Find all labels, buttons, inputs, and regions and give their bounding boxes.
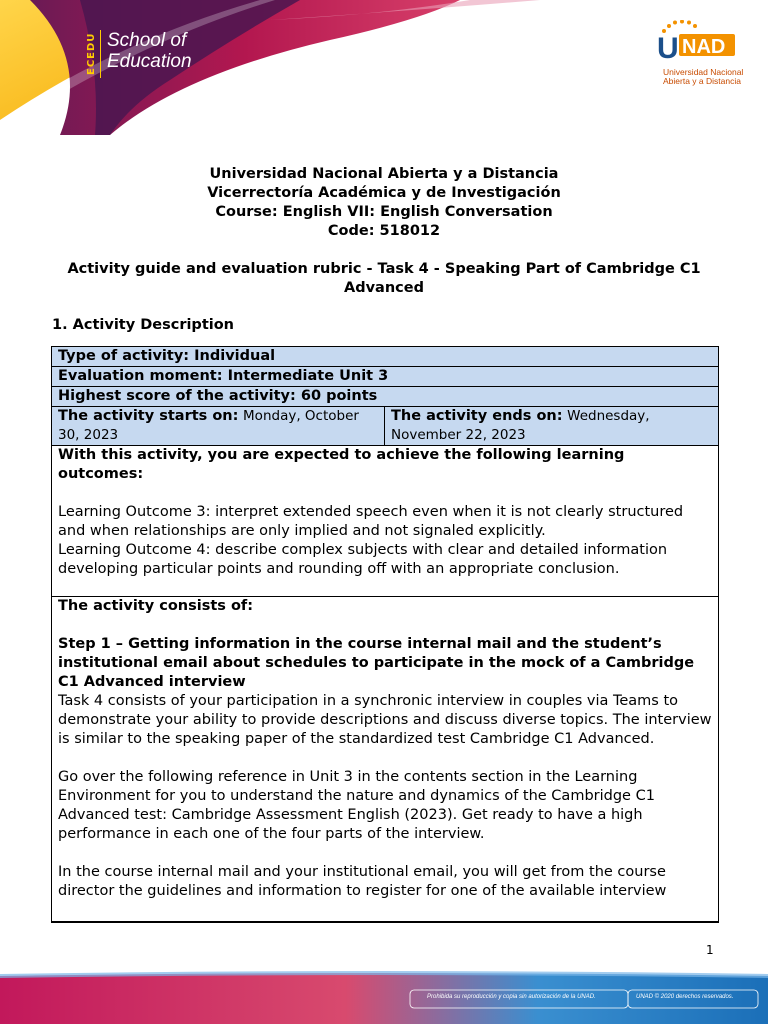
title-university: Universidad Nacional Abierta y a Distancia — [209, 166, 559, 182]
activity-description-table — [51, 346, 719, 923]
page-number: 1 — [706, 943, 714, 957]
footer-reproduction-note: Prohibida su reproducción y copia sin autorización de la UNAD. — [427, 994, 596, 1000]
step-1-paragraph-3: In the course internal mail and your institutional email, you will get from the course director the guidelines and information to register for one of the available interview — [58, 864, 667, 899]
title-code: Code: 518012 — [327, 223, 441, 239]
table-row — [52, 387, 719, 407]
title-course: Course: English VII: English Conversation — [215, 204, 553, 220]
start-date-label: The activity starts on: — [58, 408, 239, 424]
step-1-paragraph-1: Task 4 consists of your participation in a synchronic interview in couples via Teams to demonstrate your ability to provide descriptions and discuss diverse topics. The interview is similar to the speaking paper of the standardized test Cambridge C1 Advanced. — [58, 693, 712, 747]
school-of-education-logo — [86, 30, 192, 78]
type-of-activity: Type of activity: Individual — [52, 347, 719, 367]
activity-guide-title: Activity guide and evaluation rubric - Task 4 - Speaking Part of Cambridge C1 Advanced — [67, 261, 701, 296]
title-vicerrectoria: Vicerrectoría Académica y de Investigación — [207, 185, 561, 201]
table-row — [52, 367, 719, 387]
end-date-label: The activity ends on: — [391, 408, 563, 424]
table-row — [52, 446, 719, 597]
unad-logo — [655, 20, 755, 86]
brand-line-1: School of — [107, 30, 187, 51]
unad-subtitle-2: Abierta y a Distancia — [663, 76, 741, 86]
learning-outcome-4: Learning Outcome 4: describe complex subjects with clear and detailed information developing particular points and rounding off with an appropriate conclusion. — [58, 542, 668, 577]
brand-line-2: Education — [107, 51, 192, 72]
step-1-paragraph-2: Go over the following reference in Unit 3 in the contents section in the Learning Environment for you to understand the nature and dynamics of the Cambridge C1 Advanced test: Cambridge Assessment English (2023). Get ready to have a high performance in each one of the four parts of the interview. — [58, 769, 655, 842]
activity-consists-cell — [52, 597, 719, 923]
end-date-cell — [385, 407, 719, 446]
section-heading: 1. Activity Description — [52, 317, 235, 333]
unad-wordmark-icon — [655, 20, 745, 62]
start-date-cell — [52, 407, 385, 446]
learning-outcomes-cell — [52, 446, 719, 597]
table-row — [52, 347, 719, 367]
svg-text:NAD: NAD — [682, 36, 726, 58]
document-title-block — [0, 165, 768, 241]
end-date-value: Wednesday, November 22, 2023 — [391, 408, 650, 443]
start-date-value: Monday, October 30, 2023 — [58, 408, 359, 443]
brand-vertical-label: ECEDU — [86, 30, 101, 78]
step-1-heading: Step 1 – Getting information in the course internal mail and the student’s institutional email about schedules to participate in the mock of a Cambridge C1 Advanced interview — [58, 636, 695, 690]
svg-text:U: U — [657, 32, 679, 62]
learning-outcome-3: Learning Outcome 3: interpret extended speech even when it is not clearly structured and when relationships are only implied and not signaled explicitly. — [58, 504, 684, 539]
footer-copyright-note: UNAD © 2020 derechos reservados. — [636, 994, 734, 1000]
learning-outcomes-heading: With this activity, you are expected to achieve the following learning outcomes: — [58, 447, 625, 482]
evaluation-moment: Evaluation moment: Intermediate Unit 3 — [52, 367, 719, 387]
table-row — [52, 407, 719, 446]
activity-consists-heading: The activity consists of: — [58, 598, 254, 614]
table-row — [52, 597, 719, 923]
highest-score: Highest score of the activity: 60 points — [52, 387, 719, 407]
unad-subtitle-1: Universidad Nacional — [663, 67, 744, 77]
